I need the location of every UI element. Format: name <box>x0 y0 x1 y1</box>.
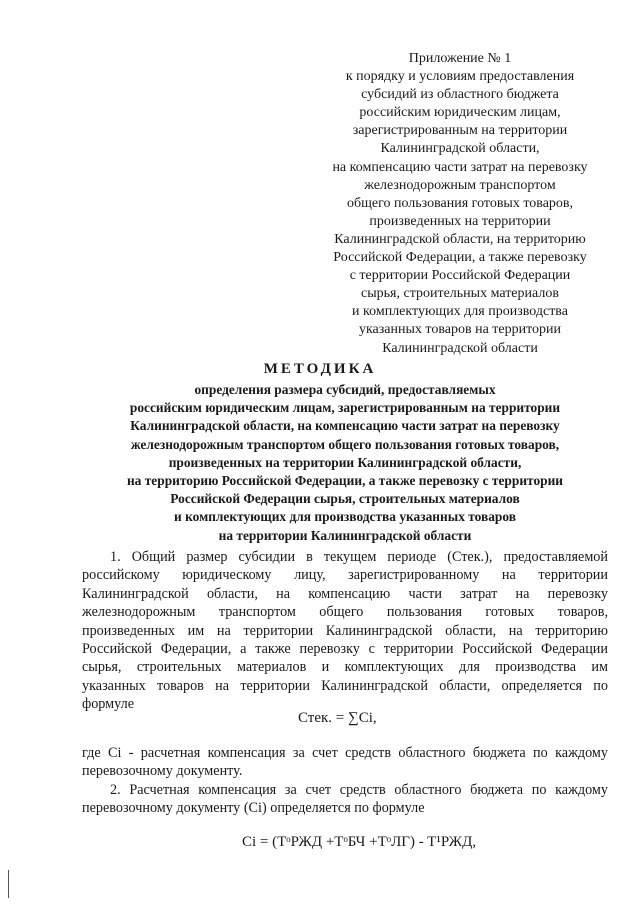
subtitle-line: на территории Калининградской области <box>218 527 472 543</box>
appendix-line: на компенсацию части затрат на перевозку <box>332 159 588 175</box>
appendix-line: Калининградской области, на территорию <box>334 231 586 247</box>
paragraph-line: перевозочному документу. <box>82 763 243 780</box>
paragraph-line: сырья, строительных материалов и комплектующих для производства им <box>82 659 608 676</box>
appendix-header <box>300 50 620 358</box>
margin-mark <box>8 870 9 898</box>
appendix-line: Российской Федерации, а также перевозку <box>333 250 587 266</box>
subtitle-line: железнодорожным транспортом общего пользования готовых товаров, <box>130 436 560 452</box>
paragraph-1 <box>82 548 608 714</box>
appendix-line: железнодорожным транспортом <box>364 177 556 193</box>
subtitle-line: на территорию Российской Федерации, а также перевозку с территории <box>126 473 564 489</box>
paragraph-3 <box>82 781 608 818</box>
paragraph-line: произведенных им на территории Калининградской области, на территорию <box>82 622 608 639</box>
appendix-line: субсидий из областного бюджета <box>361 87 559 103</box>
appendix-line: Калининградской области <box>382 340 538 356</box>
appendix-line: сырья, строительных материалов <box>361 286 559 302</box>
subtitle-line: Российской Федерации сырья, строительных материалов <box>170 491 520 507</box>
methodology-title: МЕТОДИКА <box>263 361 377 377</box>
appendix-line: и комплектующих для производства <box>352 304 568 320</box>
paragraph-line: Калининградской области, на компенсацию части затрат на перевозку <box>82 585 608 602</box>
subtitle-line: Калининградской области, на компенсацию части затрат на перевозку <box>130 418 560 434</box>
paragraph-line: где Ci - расчетная компенсация за счет средств областного бюджета по каждому <box>82 745 608 761</box>
paragraph-line: формуле <box>82 696 134 713</box>
appendix-line: произведенных на территории <box>369 213 551 229</box>
appendix-line: с территории Российской Федерации <box>349 268 571 284</box>
appendix-line: общего пользования готовых товаров, <box>346 195 574 211</box>
paragraph-line: перевозочному документу (Ci) определяется по формуле <box>82 800 425 817</box>
appendix-line: указанных товаров на территории <box>358 322 562 338</box>
appendix-line: российским юридическим лицам, <box>359 105 561 121</box>
formula-compensation: Ci = (TᵒРЖД +TᵒБЧ +TᵒЛГ) - T¹РЖД, <box>242 834 477 850</box>
subtitle-line: и комплектующих для производства указанных товаров <box>174 509 516 525</box>
formula-total-subsidy: Стек. = ∑Ci, <box>298 710 377 726</box>
paragraph-line: российскому юридическому лицу, зарегистрированному на территории <box>82 567 608 584</box>
appendix-line: зарегистрированным на территории <box>352 123 568 139</box>
appendix-line: к порядку и условиям предоставления <box>345 69 575 85</box>
subtitle-line: российским юридическим лицам, зарегистрированным на территории <box>129 400 561 416</box>
appendix-line: Приложение № 1 <box>408 51 512 66</box>
subtitle-line: определения размера субсидий, предоставляемых <box>194 382 496 397</box>
subtitle-line: произведенных на территории Калининградской области, <box>168 454 522 470</box>
paragraph-line: железнодорожным транспортом общего пользования готовых товаров, <box>82 604 608 621</box>
appendix-line: Калининградской области, <box>380 141 540 157</box>
paragraph-line: 2. Расчетная компенсация за счет средств областного бюджета по каждому <box>110 782 608 798</box>
paragraph-line: указанных товаров на территории Калининградской области, определяется по <box>82 677 608 694</box>
paragraph-line: 1. Общий размер субсидии в текущем периоде (Стек.), предоставляемой <box>110 549 608 565</box>
methodology-subtitle <box>70 381 620 545</box>
paragraph-2 <box>82 744 608 781</box>
paragraph-line: Российской Федерации, а также перевозку с территории Российской Федерации <box>82 641 608 658</box>
